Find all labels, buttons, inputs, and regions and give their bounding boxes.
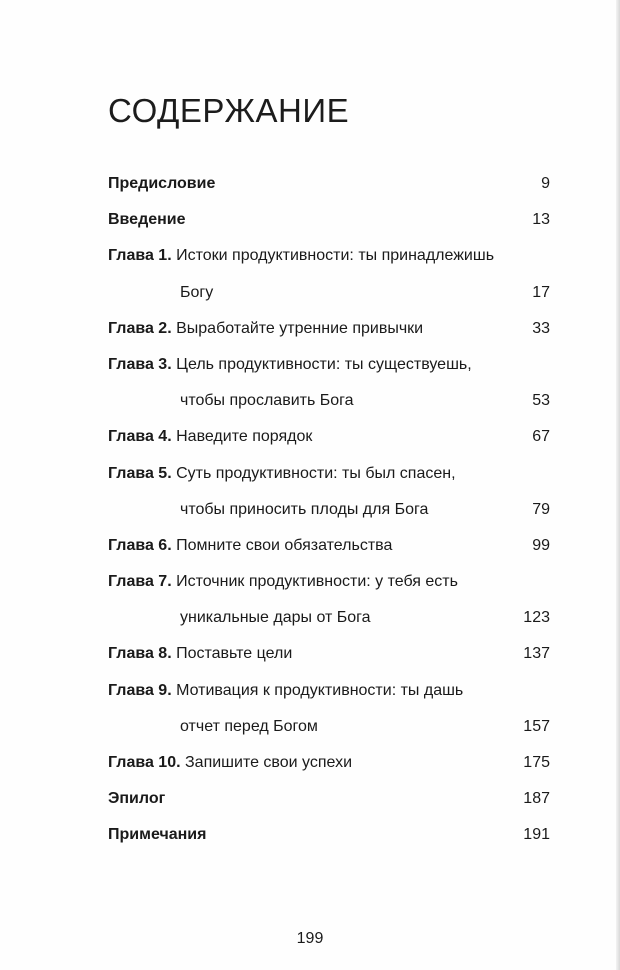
entry-title: Истоки продуктивности: ты принадлежишь: [176, 247, 495, 265]
entry-title: Мотивация к продуктивности: ты дашь: [176, 681, 464, 699]
entry-title-continuation: уникальные дары от Бога: [180, 609, 371, 627]
toc-entry-chapter-5-cont[interactable]: [108, 492, 550, 528]
page-edge: [616, 0, 620, 970]
toc-entry-chapter-4[interactable]: [108, 419, 550, 455]
entry-page-number: 33: [532, 319, 550, 337]
entry-page-number: 137: [523, 645, 550, 663]
toc-entry-chapter-6[interactable]: [108, 528, 550, 564]
entry-title-continuation: отчет перед Богом: [180, 717, 318, 735]
toc-entry-preface[interactable]: [108, 166, 550, 202]
chapter-label: Глава 1.: [108, 247, 172, 265]
entry-page-number: 123: [523, 609, 550, 627]
toc-entry-chapter-8[interactable]: [108, 636, 550, 672]
chapter-label: Глава 5.: [108, 464, 172, 482]
entry-title: Примечания: [108, 826, 207, 844]
entry-page-number: 157: [523, 717, 550, 735]
chapter-label: Глава 2.: [108, 319, 172, 337]
chapter-label: Глава 8.: [108, 645, 172, 663]
entry-page-number: 79: [532, 500, 550, 518]
entry-title: Поставьте цели: [176, 645, 293, 663]
toc-entry-chapter-10[interactable]: [108, 745, 550, 781]
entry-title: Суть продуктивности: ты был спасен,: [176, 464, 456, 482]
chapter-label: Глава 6.: [108, 536, 172, 554]
chapter-label: Глава 4.: [108, 428, 172, 446]
chapter-label: Глава 9.: [108, 681, 172, 699]
toc-entry-chapter-3-cont[interactable]: [108, 383, 550, 419]
toc-entry-introduction[interactable]: [108, 202, 550, 238]
toc-entry-chapter-1[interactable]: [108, 238, 550, 274]
entry-title: Введение: [108, 211, 186, 229]
entry-page-number: 9: [541, 175, 550, 192]
page-title: СОДЕРЖАНИЕ: [108, 92, 350, 129]
entry-title: Помните свои обязательства: [176, 536, 393, 554]
entry-title: Цель продуктивности: ты существуешь,: [176, 355, 472, 373]
chapter-label: Глава 7.: [108, 573, 172, 591]
entry-title-continuation: Богу: [180, 283, 214, 301]
toc-entry-chapter-2[interactable]: [108, 311, 550, 347]
entry-title-continuation: чтобы приносить плоды для Бога: [180, 500, 429, 518]
toc-entry-chapter-3[interactable]: [108, 347, 550, 383]
entry-title: Наведите порядок: [176, 428, 313, 446]
entry-page-number: 17: [532, 283, 550, 301]
entry-page-number: 99: [532, 536, 550, 554]
entry-page-number: 191: [523, 826, 550, 844]
entry-page-number: 13: [532, 211, 550, 229]
page-number: 199: [296, 930, 324, 947]
chapter-label: Глава 3.: [108, 355, 172, 373]
toc-entry-notes[interactable]: [108, 817, 550, 853]
entry-title: Выработайте утренние привычки: [176, 319, 424, 337]
toc-entry-chapter-9-cont[interactable]: [108, 709, 550, 745]
chapter-label: Глава 10.: [108, 754, 181, 771]
toc-entry-chapter-9[interactable]: [108, 673, 550, 709]
entry-page-number: 53: [532, 392, 550, 410]
entry-page-number: 175: [523, 754, 550, 771]
entry-page-number: 187: [523, 790, 550, 808]
entry-title: Запишите свои успехи: [185, 754, 352, 771]
table-of-contents: [108, 166, 550, 854]
toc-entry-chapter-1-cont[interactable]: [108, 275, 550, 311]
toc-entry-chapter-7-cont[interactable]: [108, 600, 550, 636]
entry-title: Эпилог: [108, 790, 166, 808]
toc-entry-epilogue[interactable]: [108, 781, 550, 817]
entry-page-number: 67: [532, 428, 550, 446]
toc-entry-chapter-7[interactable]: [108, 564, 550, 600]
entry-title: Источник продуктивности: у тебя есть: [176, 573, 458, 591]
entry-title-continuation: чтобы прославить Бога: [180, 392, 354, 410]
entry-title: Предисловие: [108, 175, 216, 192]
toc-entry-chapter-5[interactable]: [108, 456, 550, 492]
